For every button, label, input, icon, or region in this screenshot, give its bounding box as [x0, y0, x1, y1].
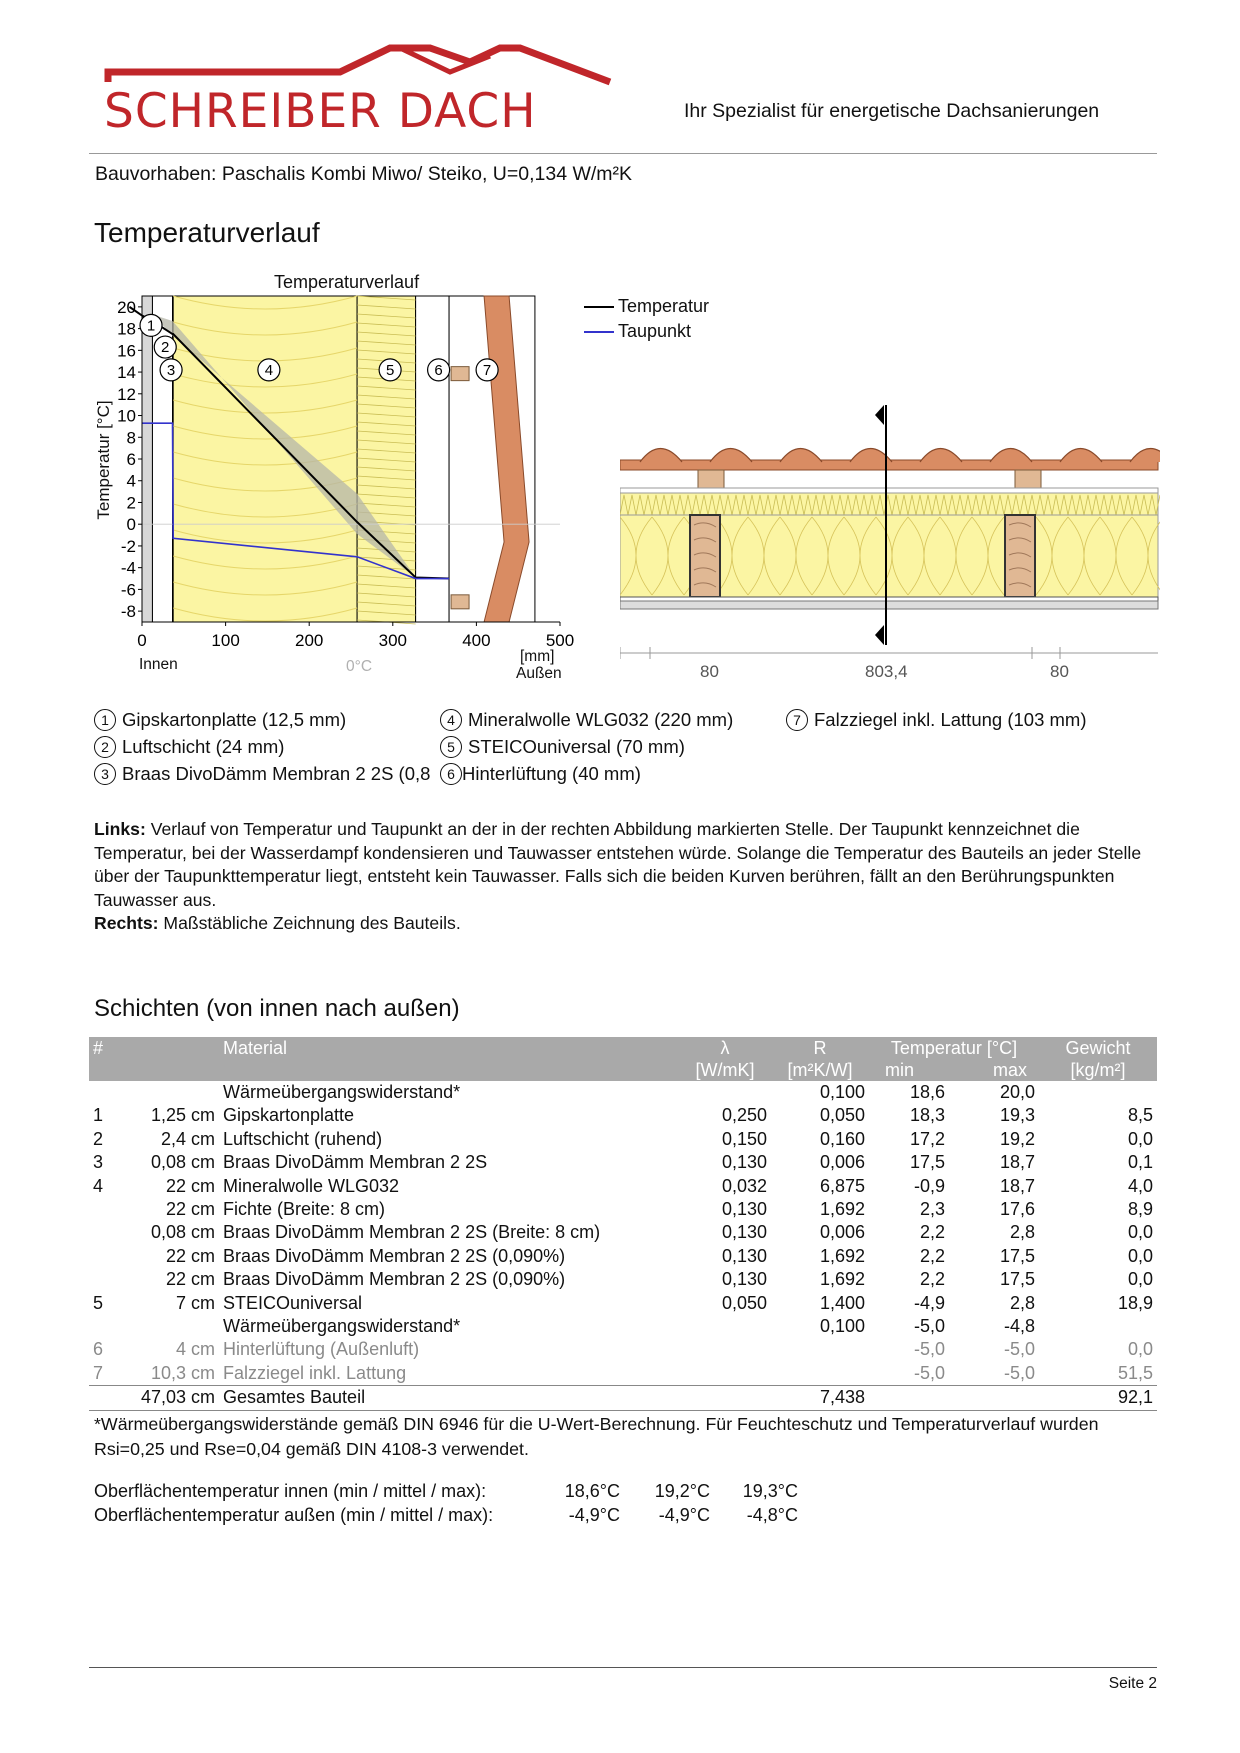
layer-band-6 — [416, 296, 449, 622]
cell-weight: 0,0 — [1127, 1245, 1153, 1266]
cell-tmax: 2,8 — [1009, 1222, 1035, 1243]
cell-weight: 8,9 — [1127, 1199, 1153, 1220]
cell-lambda: 0,050 — [721, 1292, 767, 1313]
cell-r: 1,692 — [819, 1269, 865, 1290]
page-number: Seite 2 — [1108, 1675, 1157, 1692]
cell-thick: 10,3 cm — [150, 1362, 215, 1383]
cell-lambda: 0,130 — [721, 1152, 767, 1173]
table-row — [89, 1338, 1157, 1361]
layer-legend-5 — [440, 736, 685, 758]
tile-roll — [920, 449, 962, 463]
header-temperature: Temperatur [°C] min max — [869, 1037, 1039, 1081]
cell-thick: 1,25 cm — [150, 1105, 215, 1126]
legend-item-dewpoint — [584, 321, 709, 342]
cell-r: 0,006 — [819, 1152, 865, 1173]
cell-tmax: 18,7 — [999, 1152, 1035, 1173]
cell-num: 5 — [93, 1292, 104, 1313]
cell-material: Gipskartonplatte — [223, 1105, 355, 1126]
layer-legend-text-5: STEICOuniversal (70 mm) — [468, 736, 685, 757]
cell-tmax: 17,6 — [999, 1199, 1035, 1220]
cell-tmin: -5,0 — [913, 1339, 945, 1360]
y-tick-label: 0 — [126, 515, 136, 535]
y-tick-label: -4 — [120, 558, 136, 578]
layer-legend-text-2: Luftschicht (24 mm) — [122, 736, 285, 757]
cell-r — [771, 1338, 869, 1361]
cell-num — [89, 1245, 129, 1268]
temperature-chart-plot — [84, 268, 584, 688]
table-row — [89, 1292, 1157, 1315]
layers-table — [89, 1037, 1157, 1411]
cell-tmax: 20,0 — [999, 1082, 1035, 1102]
cell-num — [89, 1081, 129, 1104]
tagline: Ihr Spezialist für energetische Dachsanierungen — [684, 100, 1100, 122]
section-arrow-bottom — [875, 625, 884, 645]
layer-legend-text-3: Braas DivoDämm Membran 2 2S (0,8 — [122, 763, 431, 784]
cell-tmax: 17,5 — [999, 1245, 1035, 1266]
footnote: *Wärmeübergangswiderstände gemäß DIN 6946 für die U-Wert-Berechnung. Für Feuchteschutz und Temperaturverlauf wurden Rsi=0,25 und Rse=0,04 gemäß DIN 4108-3 verwendet. — [94, 1414, 1099, 1459]
surface-outer-max: -4,8°C — [746, 1505, 798, 1525]
y-tick-label: 10 — [117, 406, 136, 426]
cell-lambda: 0,130 — [721, 1269, 767, 1290]
cell-num — [89, 1198, 129, 1221]
cell-material: Mineralwolle WLG032 — [223, 1175, 400, 1196]
cell-material: Braas DivoDämm Membran 2 2S (0,090%) — [223, 1245, 566, 1266]
y-tick-label: 8 — [126, 428, 136, 448]
chart-legend — [584, 296, 709, 342]
total-material: Gesamtes Bauteil — [219, 1386, 679, 1410]
section-title-layers: Schichten (von innen nach außen) — [94, 995, 460, 1022]
layer-marker-label: 4 — [264, 361, 274, 379]
total-empty — [949, 1386, 1039, 1410]
cell-r: 0,100 — [819, 1316, 865, 1337]
cell-weight — [1039, 1315, 1157, 1338]
layer-legend-7 — [786, 709, 1086, 731]
header-lambda: λ [W/mK] — [679, 1037, 771, 1081]
logo-text: SCHREIBER DACH — [104, 84, 537, 139]
y-tick-label: 6 — [126, 450, 136, 469]
layer-marker-label: 5 — [385, 361, 395, 379]
layer-marker-label: 1 — [146, 317, 156, 335]
section-arrow-top — [875, 405, 884, 425]
cell-weight: 0,0 — [1127, 1128, 1153, 1149]
legend-label-dewpoint: Taupunkt — [618, 321, 692, 341]
cell-tmin: 2,3 — [919, 1199, 945, 1220]
x-unit-label: [mm] — [520, 648, 555, 665]
surface-inner-max: 19,3°C — [742, 1481, 798, 1501]
layer-number-7: 7 — [786, 709, 808, 731]
cell-material: Luftschicht (ruhend) — [223, 1128, 383, 1149]
cell-thick: 0,08 cm — [150, 1152, 215, 1173]
legend-swatch-dewpoint — [584, 331, 614, 333]
cell-tmin: -0,9 — [913, 1175, 945, 1196]
layer-marker-label: 7 — [482, 361, 492, 379]
cell-tmin: -5,0 — [913, 1316, 945, 1337]
cell-lambda — [679, 1081, 771, 1104]
cell-thick — [129, 1315, 219, 1338]
y-tick-label: -2 — [120, 536, 136, 556]
table-row — [89, 1268, 1157, 1291]
total-thick: 47,03 cm — [129, 1386, 219, 1410]
surface-outer-mid: -4,9°C — [658, 1505, 710, 1525]
cell-lambda: 0,130 — [721, 1245, 767, 1266]
tile-roll — [780, 449, 822, 463]
legend-item-temperature — [584, 296, 709, 317]
cell-num: 7 — [93, 1362, 104, 1383]
layer-marker-label: 6 — [434, 361, 443, 379]
cell-tmin: 2,2 — [919, 1269, 945, 1290]
cell-weight: 0,0 — [1127, 1269, 1153, 1290]
cell-r: 1,692 — [819, 1245, 865, 1266]
x-tick-label: 300 — [378, 631, 407, 650]
layer-number-2: 2 — [94, 736, 116, 758]
table-row — [89, 1245, 1157, 1268]
cell-thick: 22 cm — [165, 1199, 215, 1220]
cell-lambda — [679, 1315, 771, 1338]
dimension-right: 80 — [1050, 662, 1069, 681]
cell-r: 0,160 — [819, 1128, 865, 1149]
roof-section-drawing — [620, 405, 1160, 695]
cell-tmin: 18,3 — [909, 1105, 945, 1126]
cell-r: 0,006 — [819, 1222, 865, 1243]
surface-outer-label: Oberflächentemperatur außen (min / mittel / max): — [94, 1505, 494, 1525]
cell-lambda: 0,130 — [721, 1199, 767, 1220]
cell-thick — [129, 1081, 219, 1104]
layer-number-1: 1 — [94, 709, 116, 731]
cell-material: STEICOuniversal — [223, 1292, 363, 1313]
cell-tmax: 17,5 — [999, 1269, 1035, 1290]
description-rechts — [94, 912, 1154, 936]
rechts-label: Rechts: — [94, 913, 159, 933]
cell-weight: 0,0 — [1127, 1339, 1153, 1360]
layer-band-1 — [142, 296, 152, 622]
cell-thick: 0,08 cm — [150, 1222, 215, 1243]
cell-thick: 22 cm — [165, 1245, 215, 1266]
cell-lambda: 0,250 — [721, 1105, 767, 1126]
cell-num: 6 — [93, 1339, 104, 1360]
cell-tmin: 17,5 — [909, 1152, 945, 1173]
table-row — [89, 1175, 1157, 1198]
section-title-temperature: Temperaturverlauf — [94, 217, 320, 248]
cell-r: 0,100 — [819, 1082, 865, 1102]
footer-divider — [89, 1667, 1157, 1668]
table-row — [89, 1362, 1157, 1386]
cell-tmin: -4,9 — [913, 1292, 945, 1313]
cell-r — [771, 1362, 869, 1386]
chart-title: Temperaturverlauf — [274, 272, 420, 292]
y-tick-label: 2 — [126, 493, 136, 513]
cell-r: 0,050 — [819, 1105, 865, 1126]
gypsum-board-layer — [620, 601, 1158, 609]
layer-marker-label: 2 — [161, 339, 170, 357]
cell-weight: 18,9 — [1117, 1292, 1153, 1313]
batten-top — [451, 367, 469, 381]
tile-roll — [1130, 449, 1160, 463]
cell-weight — [1039, 1081, 1157, 1104]
table-header-row — [89, 1037, 1157, 1081]
layer-legend-text-4: Mineralwolle WLG032 (220 mm) — [468, 709, 734, 730]
company-logo — [100, 42, 620, 137]
cell-thick: 4 cm — [175, 1339, 215, 1360]
y-tick-label: 4 — [126, 471, 136, 491]
cell-material: Braas DivoDämm Membran 2 2S (Breite: 8 cm) — [223, 1222, 601, 1243]
membrane-layer — [620, 597, 1158, 601]
cell-num — [89, 1221, 129, 1244]
cell-material: Hinterlüftung (Außenluft) — [223, 1339, 420, 1360]
rechts-text: Maßstäbliche Zeichnung des Bauteils. — [158, 913, 461, 933]
tile-roll — [710, 449, 752, 463]
total-weight: 92,1 — [1039, 1386, 1157, 1410]
layer-number-4: 4 — [440, 709, 462, 731]
x-tick-label: 400 — [462, 631, 491, 650]
cell-weight: 0,1 — [1127, 1152, 1153, 1173]
legend-swatch-temperature — [584, 306, 614, 308]
surface-inner-mid: 19,2°C — [654, 1481, 710, 1501]
table-row — [89, 1151, 1157, 1174]
y-tick-label: 18 — [117, 319, 136, 339]
cell-tmax: -5,0 — [1003, 1362, 1035, 1383]
layer-number-6: 6 — [440, 763, 462, 785]
dimension-left: 80 — [700, 662, 719, 681]
x-tick-label: 500 — [545, 631, 575, 650]
surface-inner-label: Oberflächentemperatur innen (min / mittel / max): — [94, 1481, 487, 1501]
cell-num: 4 — [93, 1175, 104, 1196]
cell-tmax: 18,7 — [999, 1175, 1035, 1196]
cell-tmin: 18,6 — [909, 1082, 945, 1102]
surface-outer-min: -4,9°C — [568, 1505, 620, 1525]
cell-r: 1,692 — [819, 1199, 865, 1220]
cell-lambda: 0,150 — [721, 1128, 767, 1149]
y-tick-label: 16 — [117, 341, 136, 361]
cell-lambda: 0,130 — [721, 1222, 767, 1243]
total-empty — [679, 1386, 771, 1410]
layer-legend-3 — [94, 763, 440, 785]
tile-roll — [640, 449, 682, 463]
links-text: Verlauf von Temperatur und Taupunkt an der in der rechten Abbildung markierten Stelle. Der Taupunkt kennzeichnet die Temperatur, bei der Wasserdampf kondensieren und Tauwasser entstehen würde. Solange die Temperatur des Bauteils an jeder Stelle über der Taupunkttemperatur liegt, entsteht kein Tauwasser. Falls sich die beiden Kurven berühren, fällt an den Berührungspunkten Tauwasser aus. — [94, 819, 1142, 910]
tile-roll — [1060, 449, 1102, 463]
table-total-row — [89, 1386, 1157, 1410]
cell-weight: 4,0 — [1127, 1175, 1153, 1196]
cell-lambda — [679, 1362, 771, 1386]
layer-legend-text-6: Hinterlüftung (40 mm) — [462, 763, 641, 784]
cell-tmax: 19,3 — [999, 1105, 1035, 1126]
temperature-chart — [84, 268, 584, 688]
layer-number-3: 3 — [94, 763, 116, 785]
table-row — [89, 1198, 1157, 1221]
header-material: Material — [219, 1037, 679, 1081]
total-r: 7,438 — [771, 1386, 869, 1410]
cell-material: Wärmeübergangswiderstand* — [223, 1082, 461, 1102]
cell-num: 2 — [93, 1128, 104, 1149]
layer-legend-1 — [94, 709, 346, 731]
x-tick-label: 100 — [211, 631, 240, 650]
header-divider — [89, 153, 1157, 154]
cell-thick: 22 cm — [165, 1175, 215, 1196]
cell-material: Fichte (Breite: 8 cm) — [223, 1199, 386, 1220]
cell-tmax: 19,2 — [999, 1128, 1035, 1149]
cell-weight: 8,5 — [1127, 1105, 1153, 1126]
cell-thick: 2,4 cm — [160, 1128, 215, 1149]
cell-tmax: -4,8 — [1003, 1316, 1035, 1337]
layer-legend-2 — [94, 736, 284, 758]
cell-num: 1 — [93, 1105, 104, 1126]
y-tick-label: 14 — [117, 363, 136, 383]
ventilation-gap — [620, 488, 1158, 493]
cell-thick: 22 cm — [165, 1269, 215, 1290]
x-right-label: Außen — [516, 665, 562, 682]
cell-tmin: 2,2 — [919, 1222, 945, 1243]
x-tick-label: 200 — [295, 631, 324, 650]
surface-inner-min: 18,6°C — [564, 1481, 620, 1501]
layer-legend-text-1: Gipskartonplatte (12,5 mm) — [122, 709, 347, 730]
y-tick-label: -6 — [120, 580, 136, 600]
cell-material: Falzziegel inkl. Lattung — [223, 1362, 407, 1383]
batten — [698, 470, 724, 488]
description-links — [94, 818, 1154, 912]
cell-tmax: -5,0 — [1003, 1339, 1035, 1360]
cell-r: 6,875 — [819, 1175, 865, 1196]
y-axis-label: Temperatur [°C] — [94, 400, 113, 520]
cell-tmin: 17,2 — [909, 1128, 945, 1149]
batten-bottom — [451, 595, 469, 609]
cell-weight: 51,5 — [1117, 1362, 1153, 1383]
cell-tmin: -5,0 — [913, 1362, 945, 1383]
cell-num — [89, 1315, 129, 1338]
x-tick-label: 0 — [137, 631, 147, 650]
cell-num: 3 — [93, 1152, 104, 1173]
y-tick-label: -8 — [120, 602, 136, 622]
total-empty — [869, 1386, 949, 1410]
dimension-middle: 803,4 — [865, 662, 908, 681]
cell-thick: 7 cm — [175, 1292, 215, 1313]
table-row — [89, 1081, 1157, 1104]
header-r: R [m²K/W] — [771, 1037, 869, 1081]
tile-roll — [990, 449, 1032, 463]
cell-tmin: 2,2 — [919, 1245, 945, 1266]
roof-cross-section — [620, 405, 1160, 695]
table-row — [89, 1315, 1157, 1338]
cell-lambda — [679, 1338, 771, 1361]
cell-material: Braas DivoDämm Membran 2 2S — [223, 1152, 488, 1173]
table-row — [89, 1128, 1157, 1151]
y-tick-label: 12 — [117, 384, 136, 404]
layer-marker-label: 3 — [166, 361, 176, 379]
cell-material: Braas DivoDämm Membran 2 2S (0,090%) — [223, 1269, 566, 1290]
header-weight: Gewicht [kg/m²] — [1039, 1037, 1157, 1081]
layer-legend-6 — [440, 763, 641, 785]
cell-weight: 0,0 — [1127, 1222, 1153, 1243]
header-num: # — [89, 1037, 129, 1081]
zero-degree-label: 0°C — [346, 658, 373, 675]
links-label: Links: — [94, 819, 146, 839]
table-row — [89, 1104, 1157, 1127]
cell-tmax: 2,8 — [1009, 1292, 1035, 1313]
batten — [1015, 470, 1041, 488]
layer-legend-4 — [440, 709, 733, 731]
cell-lambda: 0,032 — [721, 1175, 767, 1196]
legend-label-temperature: Temperatur — [618, 296, 710, 316]
layer-number-5: 5 — [440, 736, 462, 758]
cell-num — [89, 1268, 129, 1291]
total-empty — [89, 1386, 129, 1410]
project-title: Bauvorhaben: Paschalis Kombi Miwo/ Steiko, U=0,134 W/m²K — [95, 163, 633, 185]
cell-material: Wärmeübergangswiderstand* — [223, 1316, 461, 1337]
x-left-label: Innen — [139, 656, 178, 673]
cell-r: 1,400 — [819, 1292, 865, 1313]
table-row — [89, 1221, 1157, 1244]
layer-legend-text-7: Falzziegel inkl. Lattung (103 mm) — [814, 709, 1087, 730]
y-tick-label: 20 — [117, 297, 136, 317]
